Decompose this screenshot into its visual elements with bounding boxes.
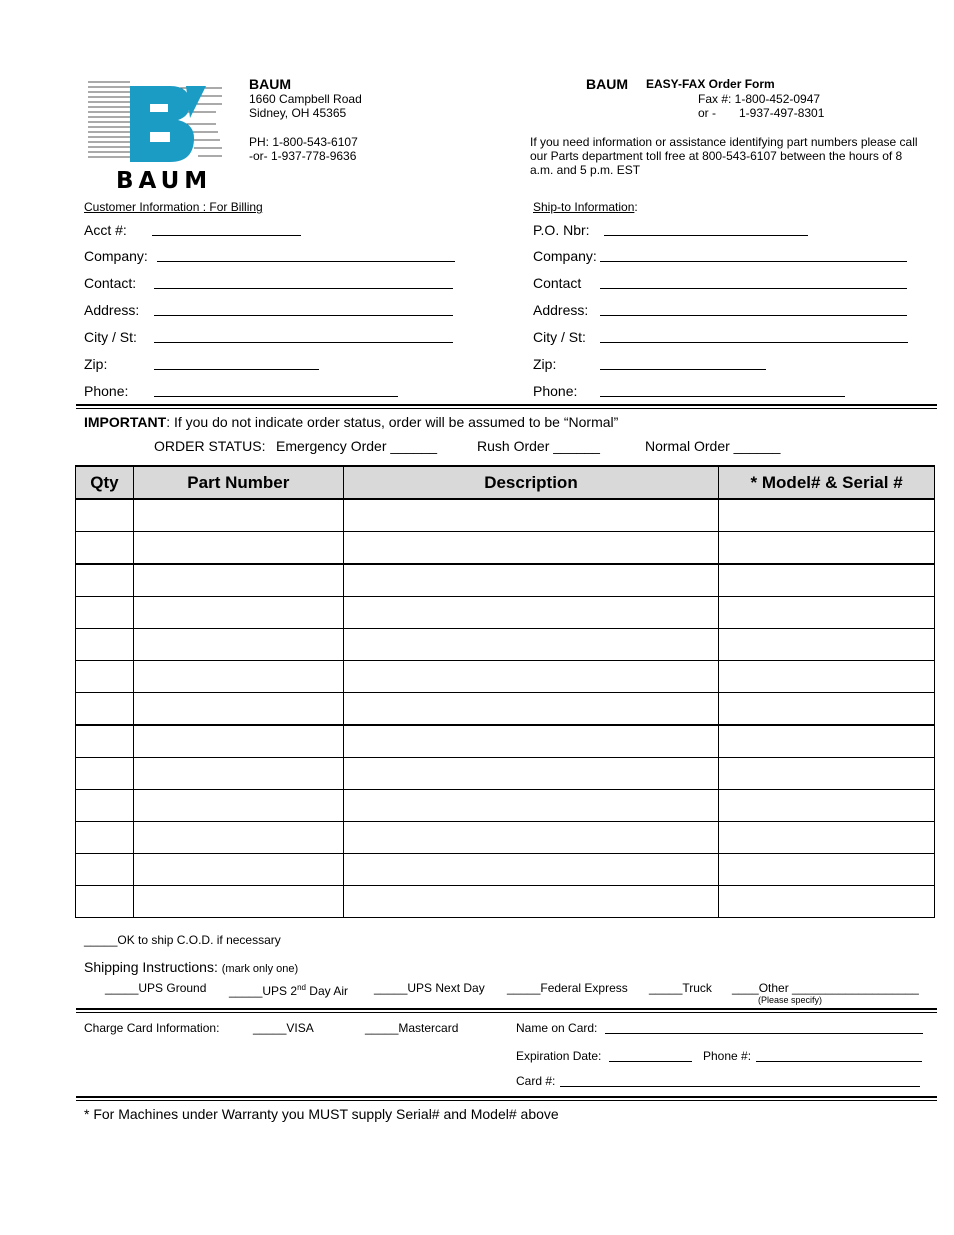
fax-number-1: Fax #: 1-800-452-0947	[698, 92, 821, 106]
table-row	[76, 693, 935, 726]
part-number-cell[interactable]	[133, 693, 343, 726]
shipto-contact-label: Contact	[533, 275, 582, 291]
billing-zip-field[interactable]	[154, 369, 319, 370]
order-table-header	[76, 466, 935, 499]
part-number-cell[interactable]	[133, 725, 343, 758]
table-row	[76, 886, 935, 918]
form-brand: BAUM	[586, 76, 628, 92]
billing-address-label: Address:	[84, 302, 140, 318]
order-table	[75, 465, 935, 918]
description-cell[interactable]	[343, 629, 719, 661]
description-cell[interactable]	[343, 854, 719, 886]
part-number-cell[interactable]	[133, 790, 343, 822]
important-text: : If you do not indicate order status, order will be assumed to be “Normal”	[166, 414, 619, 430]
shipto-company-label: Company:	[533, 248, 597, 264]
description-cell[interactable]	[343, 693, 719, 726]
baum-logo	[86, 76, 226, 194]
table-row	[76, 564, 935, 597]
model-serial-cell[interactable]	[719, 564, 935, 597]
model-serial-cell[interactable]	[719, 725, 935, 758]
part-number-cell[interactable]	[133, 822, 343, 854]
shipto-address-label: Address:	[533, 302, 589, 318]
billing-company-field[interactable]	[157, 261, 455, 262]
model-serial-cell[interactable]	[719, 693, 935, 726]
table-row	[76, 532, 935, 565]
card-option-visa[interactable]: _____VISA	[253, 1021, 314, 1035]
shipping-note: (mark only one)	[221, 963, 299, 975]
table-row	[76, 597, 935, 629]
billing-city-label: City / St:	[84, 329, 137, 345]
important-label: IMPORTANT	[84, 414, 167, 430]
billing-zip-label: Zip:	[84, 356, 108, 372]
shipto-heading-text: Ship-to Information	[533, 200, 635, 214]
billing-address-field[interactable]	[154, 315, 453, 316]
order-status-emergency[interactable]: Emergency Order ______	[276, 438, 438, 454]
qty-cell[interactable]	[76, 886, 134, 918]
logo-wordmark: BAUM	[116, 168, 213, 194]
table-row	[76, 661, 935, 693]
expiration-date-field[interactable]	[609, 1061, 692, 1062]
ship-option-ups-2nd-day[interactable]	[229, 981, 348, 998]
ship-option-other[interactable]: ____Other ___________________	[732, 981, 919, 995]
company-phone-1: PH: 1-800-543-6107	[249, 135, 358, 149]
description-cell[interactable]	[343, 886, 719, 918]
table-row	[76, 758, 935, 790]
ship-option-ups-next-day[interactable]: _____UPS Next Day	[374, 981, 485, 995]
qty-cell[interactable]	[76, 597, 134, 629]
billing-contact-field[interactable]	[154, 288, 453, 289]
model-serial-cell[interactable]	[719, 854, 935, 886]
order-status-label: ORDER STATUS:	[154, 438, 266, 454]
part-number-cell[interactable]	[133, 629, 343, 661]
ship-option-truck[interactable]: _____Truck	[649, 981, 712, 995]
model-serial-cell[interactable]	[719, 822, 935, 854]
shipto-phone-label: Phone:	[533, 383, 578, 399]
shipto-company-field[interactable]	[600, 261, 907, 262]
ship-ups2-sup: nd	[297, 983, 306, 992]
shipto-city-label: City / St:	[533, 329, 586, 345]
order-table-body	[76, 499, 935, 918]
qty-cell[interactable]	[76, 790, 134, 822]
col-header-model-serial: * Model# & Serial #	[719, 466, 935, 499]
table-row	[76, 822, 935, 854]
company-address-2: Sidney, OH 45365	[249, 106, 347, 120]
qty-cell[interactable]	[76, 499, 134, 532]
col-header-description: Description	[343, 466, 719, 499]
shipping-instructions	[84, 959, 298, 977]
table-row	[76, 499, 935, 532]
ship-option-federal-express[interactable]: _____Federal Express	[507, 981, 628, 995]
card-phone-label: Phone #:	[703, 1049, 752, 1063]
part-number-cell[interactable]	[133, 499, 343, 532]
form-title: EASY-FAX Order Form	[646, 77, 775, 91]
part-number-cell[interactable]	[133, 758, 343, 790]
divider-middle	[76, 1008, 937, 1013]
company-phone-2: -or- 1-937-778-9636	[249, 149, 357, 163]
qty-cell[interactable]	[76, 661, 134, 693]
shipto-city-field[interactable]	[600, 342, 908, 343]
billing-phone-label: Phone:	[84, 383, 129, 399]
ship-ups2-suffix: Day Air	[305, 984, 348, 998]
charge-card-label: Charge Card Information:	[84, 1021, 220, 1035]
model-serial-cell[interactable]	[719, 532, 935, 565]
order-status-rush[interactable]: Rush Order ______	[477, 438, 600, 454]
billing-city-field[interactable]	[154, 342, 453, 343]
shipto-heading-colon: :	[634, 200, 638, 214]
fax-number-2-prefix: or -	[698, 106, 716, 120]
description-cell[interactable]	[343, 790, 719, 822]
qty-cell[interactable]	[76, 854, 134, 886]
billing-acct-field[interactable]	[152, 235, 301, 236]
ship-ups2-text: _____UPS 2	[229, 984, 298, 998]
shipto-po-label: P.O. Nbr:	[533, 222, 590, 238]
divider-bottom	[76, 1096, 937, 1101]
table-row	[76, 629, 935, 661]
shipto-contact-field[interactable]	[600, 288, 907, 289]
cod-option[interactable]: _____OK to ship C.O.D. if necessary	[84, 933, 281, 947]
warranty-footnote: * For Machines under Warranty you MUST supply Serial# and Model# above	[84, 1106, 559, 1122]
name-on-card-field[interactable]	[605, 1033, 923, 1034]
company-name: BAUM	[249, 76, 291, 92]
model-serial-cell[interactable]	[719, 886, 935, 918]
description-cell[interactable]	[343, 725, 719, 758]
description-cell[interactable]	[343, 758, 719, 790]
part-number-cell[interactable]	[133, 597, 343, 629]
col-header-qty: Qty	[76, 466, 134, 499]
qty-cell[interactable]	[76, 822, 134, 854]
card-number-label: Card #:	[516, 1074, 556, 1088]
card-phone-field[interactable]	[756, 1061, 922, 1062]
qty-cell[interactable]	[76, 564, 134, 597]
divider-top	[76, 404, 937, 409]
part-number-cell[interactable]	[133, 532, 343, 565]
description-cell[interactable]	[343, 564, 719, 597]
order-status-normal[interactable]: Normal Order ______	[645, 438, 781, 454]
billing-acct-label: Acct #:	[84, 222, 127, 238]
part-number-cell[interactable]	[133, 564, 343, 597]
part-number-cell[interactable]	[133, 886, 343, 918]
shipto-address-field[interactable]	[600, 315, 907, 316]
description-cell[interactable]	[343, 532, 719, 565]
please-specify-note: (Please specify)	[758, 995, 823, 1005]
model-serial-cell[interactable]	[719, 790, 935, 822]
important-notice	[84, 414, 618, 430]
card-option-mastercard[interactable]: _____Mastercard	[365, 1021, 459, 1035]
model-serial-cell[interactable]	[719, 629, 935, 661]
qty-cell[interactable]	[76, 725, 134, 758]
description-cell[interactable]	[343, 597, 719, 629]
qty-cell[interactable]	[76, 532, 134, 565]
shipping-label: Shipping Instructions:	[84, 959, 218, 975]
model-serial-cell[interactable]	[719, 661, 935, 693]
card-number-field[interactable]	[560, 1086, 920, 1087]
model-serial-cell[interactable]	[719, 758, 935, 790]
description-cell[interactable]	[343, 499, 719, 532]
qty-cell[interactable]	[76, 693, 134, 726]
company-address-1: 1660 Campbell Road	[249, 92, 362, 106]
table-row	[76, 854, 935, 886]
model-serial-cell[interactable]	[719, 597, 935, 629]
description-cell[interactable]	[343, 822, 719, 854]
billing-heading: Customer Information : For Billing	[84, 200, 263, 214]
billing-phone-field[interactable]	[154, 396, 398, 397]
shipto-heading	[533, 200, 638, 214]
parts-info-text: If you need information or assistance identifying part numbers please call our Parts department toll free at 800-543-6107 between the hours of 8 a.m. and 5 p.m. EST	[530, 135, 918, 177]
shipto-zip-label: Zip:	[533, 356, 557, 372]
name-on-card-label: Name on Card:	[516, 1021, 598, 1035]
shipto-zip-field[interactable]	[600, 369, 766, 370]
model-serial-cell[interactable]	[719, 499, 935, 532]
billing-company-label: Company:	[84, 248, 148, 264]
qty-cell[interactable]	[76, 758, 134, 790]
expiration-date-label: Expiration Date:	[516, 1049, 602, 1063]
table-row	[76, 790, 935, 822]
description-cell[interactable]	[343, 661, 719, 693]
qty-cell[interactable]	[76, 629, 134, 661]
part-number-cell[interactable]	[133, 854, 343, 886]
shipto-phone-field[interactable]	[600, 396, 845, 397]
fax-number-2: 1-937-497-8301	[739, 106, 825, 120]
ship-option-ups-ground[interactable]: _____UPS Ground	[105, 981, 207, 995]
billing-contact-label: Contact:	[84, 275, 137, 291]
col-header-part-number: Part Number	[133, 466, 343, 499]
table-row	[76, 725, 935, 758]
shipto-po-field[interactable]	[604, 235, 808, 236]
part-number-cell[interactable]	[133, 661, 343, 693]
